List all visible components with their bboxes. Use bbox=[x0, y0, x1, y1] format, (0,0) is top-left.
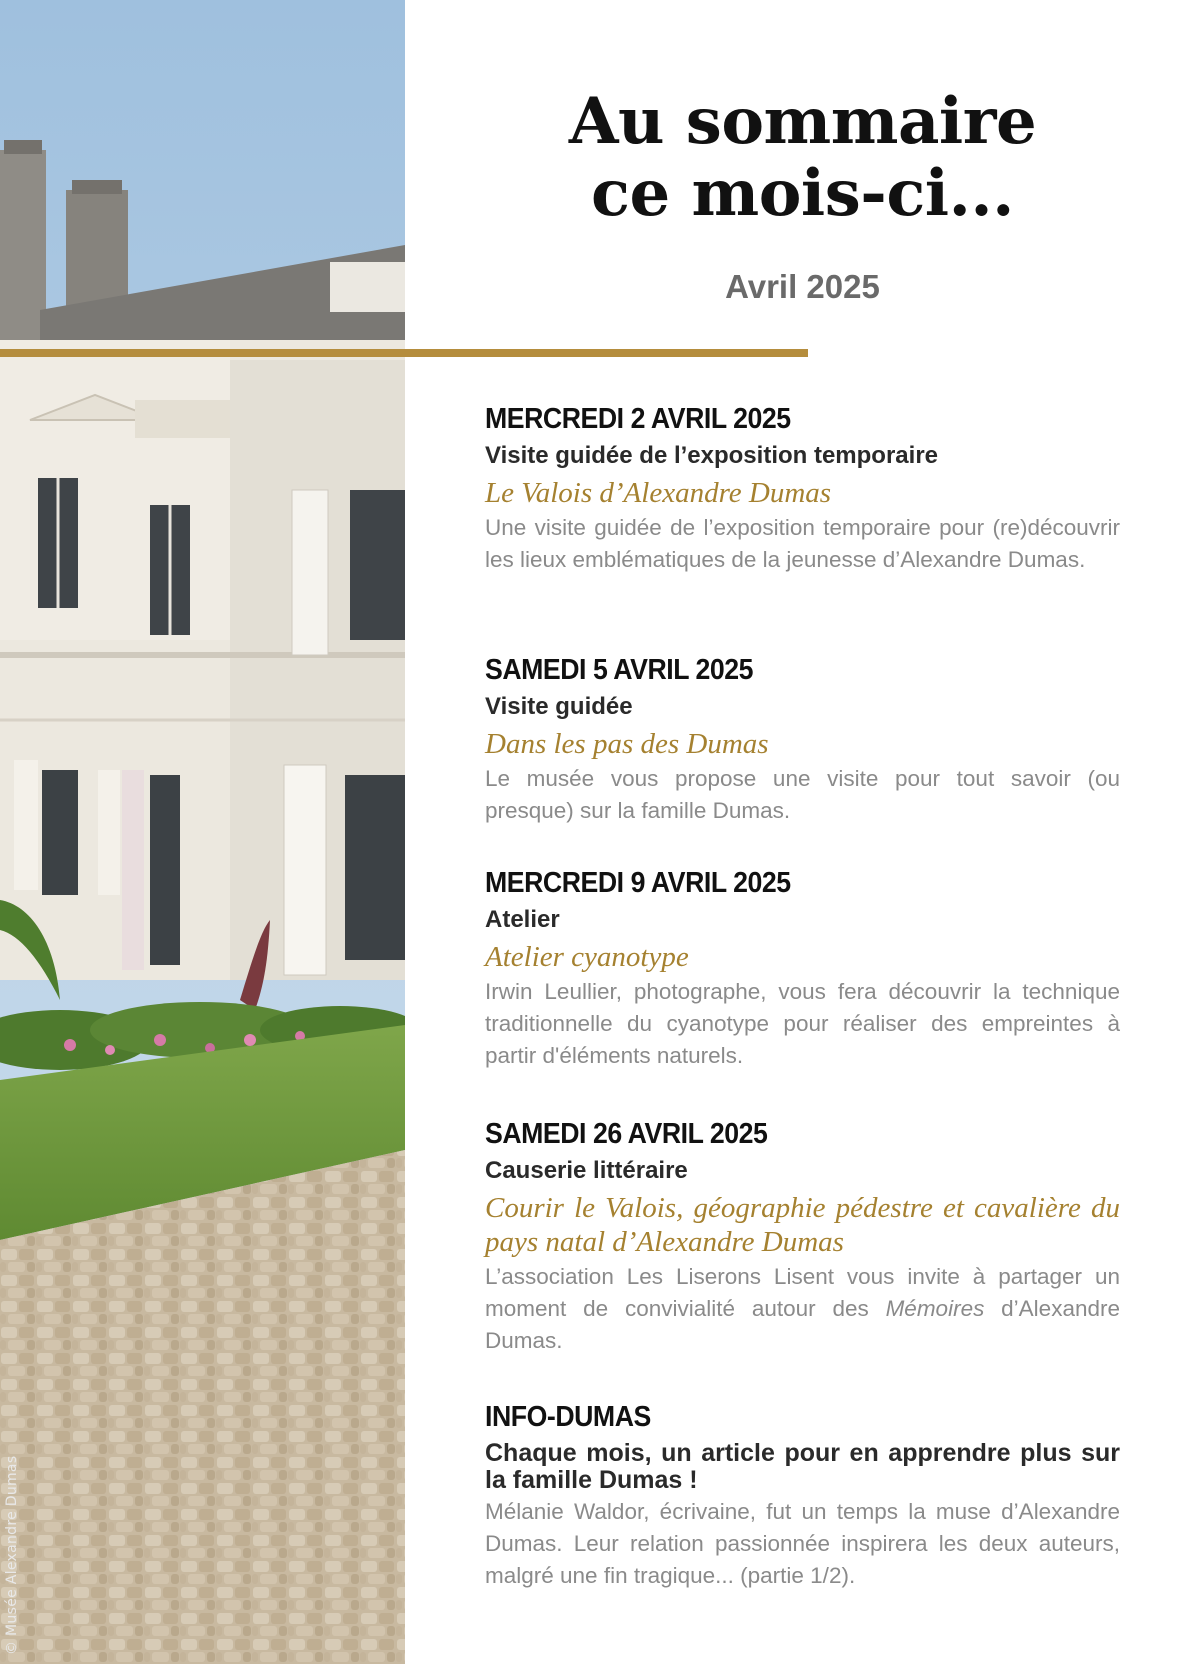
event-subtitle: Courir le Valois, géographie pédestre et cavalière du pays natal d’Alexandre Dumas bbox=[485, 1192, 1120, 1258]
event-date: SAMEDI 26 AVRIL 2025 bbox=[485, 1118, 768, 1150]
event-item bbox=[485, 866, 1120, 1072]
event-description: Une visite guidée de l’exposition temporaire pour (re)découvrir les lieux emblématiques de la jeunesse d’Alexandre Dumas. bbox=[485, 515, 1120, 572]
event-description: Irwin Leullier, photographe, vous fera découvrir la technique traditionnelle du cyanotype pour réaliser des empreintes à partir d'éléments naturels. bbox=[485, 979, 1120, 1068]
event-type: Atelier bbox=[485, 906, 560, 933]
gold-divider bbox=[0, 349, 808, 357]
event-description-part: d’Alexandre Dumas. bbox=[485, 1296, 1120, 1353]
event-type: Visite guidée de l’exposition temporaire bbox=[485, 442, 939, 469]
event-date: MERCREDI 2 AVRIL 2025 bbox=[485, 403, 791, 435]
event-description-part: L’association Les Liserons Lisent vous invite à partager un moment de convivialité autour des bbox=[485, 1264, 1120, 1321]
event-item bbox=[485, 653, 1120, 827]
event-type: Visite guidée bbox=[485, 693, 633, 720]
month-label: Avril 2025 bbox=[725, 268, 880, 305]
info-lead: Chaque mois, un article pour en apprendre plus sur la famille Dumas ! bbox=[485, 1439, 1120, 1494]
event-date: SAMEDI 5 AVRIL 2025 bbox=[485, 654, 754, 686]
event-subtitle: Dans les pas des Dumas bbox=[485, 728, 769, 760]
event-description-italic: Mémoires bbox=[885, 1296, 985, 1321]
event-item bbox=[485, 1117, 1120, 1357]
event-date: MERCREDI 9 AVRIL 2025 bbox=[485, 867, 791, 899]
event-type: Causerie littéraire bbox=[485, 1157, 688, 1184]
title-line-1: Au sommaire bbox=[568, 84, 1037, 159]
chateau-photo-illustration bbox=[0, 0, 405, 1664]
photo-credit: © Musée Alexandre Dumas bbox=[4, 1455, 20, 1655]
event-subtitle: Le Valois d’Alexandre Dumas bbox=[485, 477, 832, 509]
event-description bbox=[485, 1261, 1120, 1357]
chateau-photo bbox=[0, 0, 405, 1664]
title-line-2: ce mois-ci... bbox=[591, 156, 1014, 231]
event-item bbox=[485, 402, 1120, 576]
info-heading: INFO-DUMAS bbox=[485, 1401, 651, 1433]
page-title bbox=[530, 86, 1075, 230]
event-description: Le musée vous propose une visite pour tout savoir (ou presque) sur la famille Dumas. bbox=[485, 766, 1120, 823]
info-dumas-section bbox=[485, 1400, 1120, 1592]
event-subtitle: Atelier cyanotype bbox=[485, 941, 689, 973]
info-description: Mélanie Waldor, écrivaine, fut un temps la muse d’Alexandre Dumas. Leur relation passionnée inspirera les deux auteurs, malgré une fin tragique... (partie 1/2). bbox=[485, 1499, 1120, 1588]
